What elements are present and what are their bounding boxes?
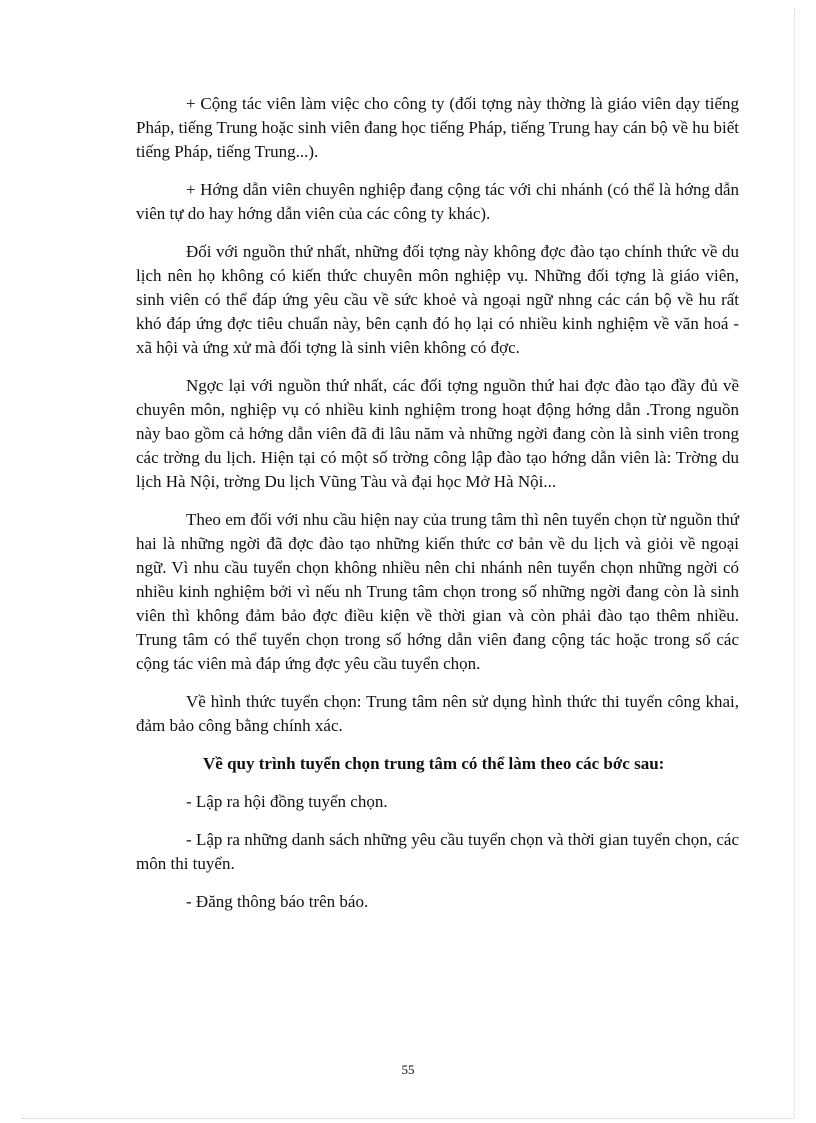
paragraph-collaborators: + Cộng tác viên làm việc cho công ty (đối tợng này thờng là giáo viên dạy tiếng Pháp, tiếng Trung hoặc sinh viên đang học tiếng Pháp, tiếng Trung hay cán bộ về hu biết tiếng Pháp, tiếng Trung...).	[136, 94, 739, 161]
page-body	[136, 92, 739, 928]
paragraph-professional-guides: + Hớng dẫn viên chuyên nghiệp đang cộng tác với chi nhánh (có thể là hớng dẫn viên tự do hay hớng dẫn viên của các công ty khác).	[136, 180, 739, 223]
paragraph-second-source: Ngợc lại với nguồn thứ nhất, các đối tợng nguồn thứ hai đợc đào tạo đầy đủ về chuyên môn, nghiệp vụ có nhiều kinh nghiệm trong hoạt động hớng dẫn .Trong nguồn này bao gồm cả hớng dẫn viên đã đi lâu năm và những ngời đang còn là sinh viên trong các trờng du lịch. Hiện tại có một số trờng công lập đào tạo hớng dẫn viên là: Trờng du lịch Hà Nội, trờng Du lịch Vũng Tàu và đại học Mở Hà Nội...	[136, 376, 739, 491]
paragraph-selection-form: Về hình thức tuyển chọn: Trung tâm nên sử dụng hình thức thi tuyển công khai, đảm bảo công bằng chính xác.	[136, 692, 739, 735]
list-item-step-2: - Lập ra những danh sách những yêu cầu tuyển chọn và thời gian tuyển chọn, các môn thi tuyển.	[136, 830, 739, 873]
paragraph-first-source: Đối với nguồn thứ nhất, những đối tợng này không đợc đào tạo chính thức về du lịch nên họ không có kiến thức chuyên môn nghiệp vụ. Những đối tợng là giáo viên, sinh viên có thể đáp ứng yêu cầu về sức khoẻ và ngoại ngữ nhng các cán bộ về hu rất khó đáp ứng đợc tiêu chuẩn này, bên cạnh đó họ lại có nhiều kinh nghiệm về văn hoá - xã hội và ứng xử mà đối tợng là sinh viên không có đợc.	[136, 242, 739, 357]
page-edge-divider	[794, 8, 795, 1118]
page-number: 55	[401, 1062, 415, 1077]
list-item-step-1: - Lập ra hội đồng tuyển chọn.	[186, 792, 388, 811]
footer-divider	[22, 1118, 794, 1119]
list-item-step-3: - Đăng thông báo trên báo.	[186, 892, 369, 911]
paragraph-recommendation: Theo em đối với nhu cầu hiện nay của trung tâm thì nên tuyển chọn từ nguồn thứ hai là những ngời đã đợc đào tạo những kiến thức cơ bản về du lịch và giỏi về ngoại ngữ. Vì nhu cầu tuyển chọn không nhiều nên chi nhánh nên tuyển chọn những ngời có nhiều kinh nghiệm bởi vì nếu nh Trung tâm chọn trong số những ngời đang còn là sinh viên thì không đảm bảo đợc điều kiện về thời gian và còn phải đào tạo thêm nhiều. Trung tâm có thể tuyển chọn trong số hớng dẫn viên đang cộng tác hoặc trong số các cộng tác viên mà đáp ứng đợc yêu cầu tuyển chọn.	[136, 510, 739, 673]
section-heading-process: Về quy trình tuyển chọn trung tâm có thể làm theo các bớc sau:	[203, 754, 665, 773]
